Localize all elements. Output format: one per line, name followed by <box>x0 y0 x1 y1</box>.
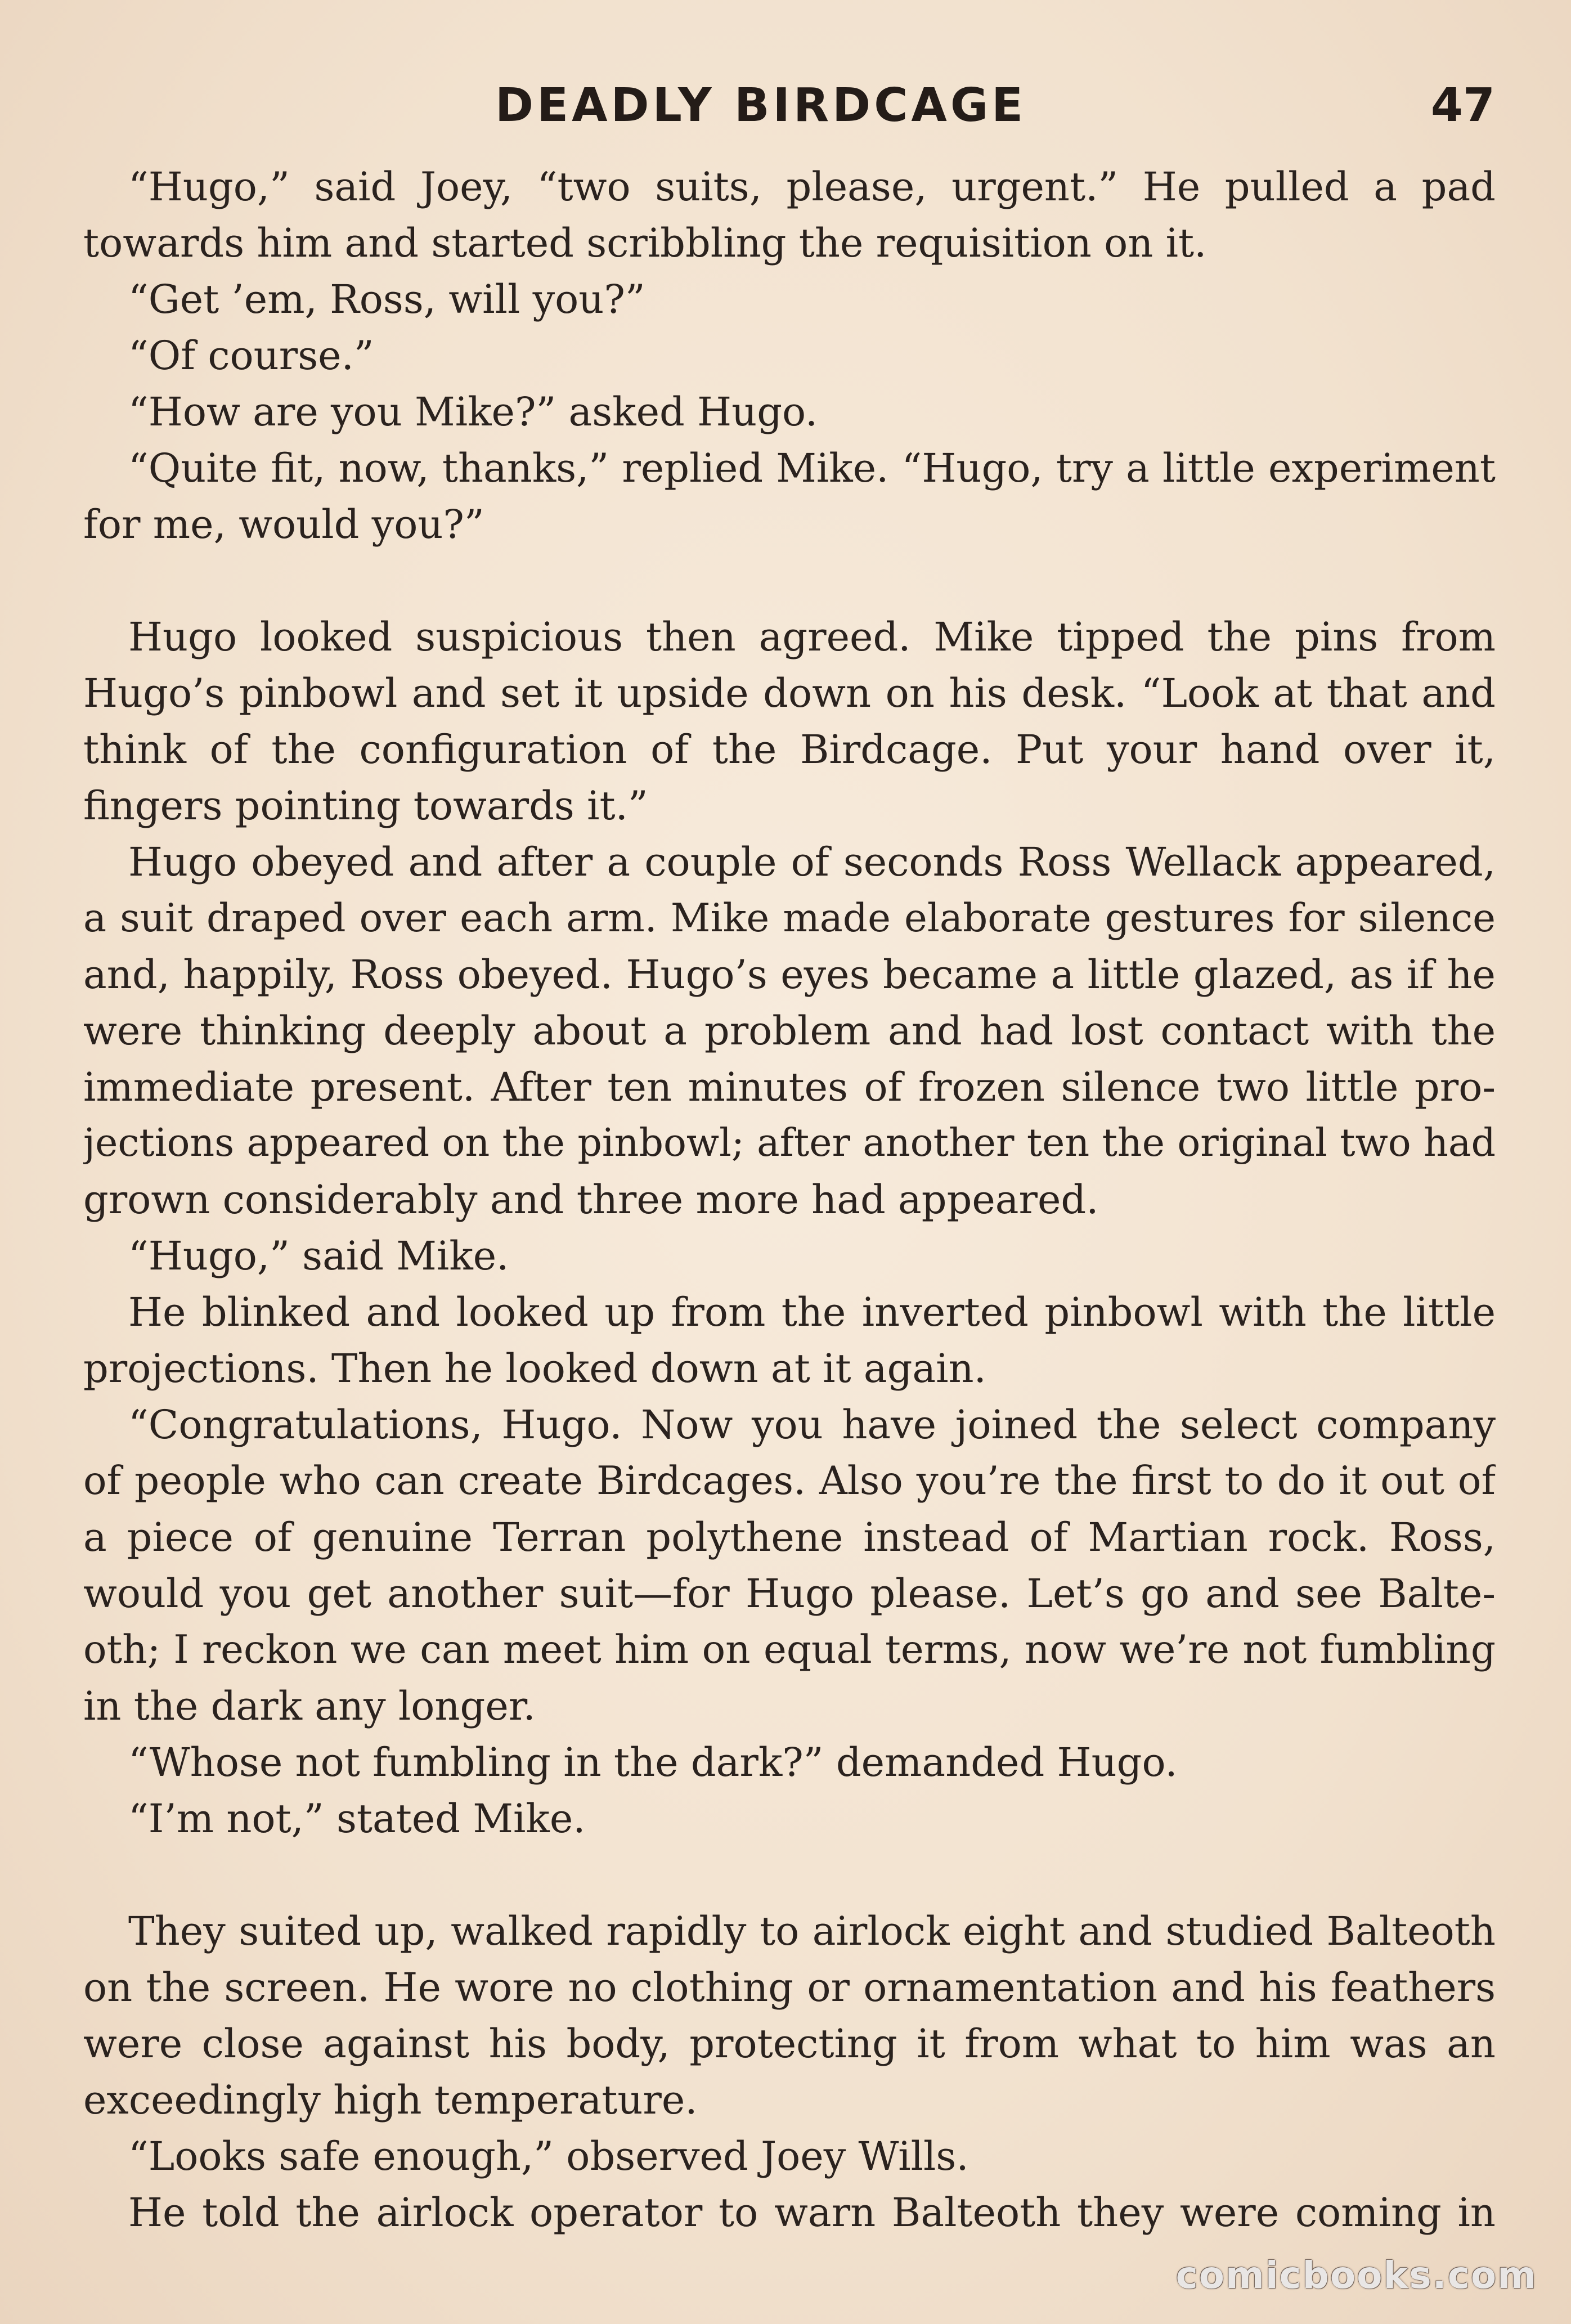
text-line: “Hugo,” said Mike. <box>128 1233 509 1279</box>
text-line: “Of course.” <box>128 333 374 379</box>
text-line: were close against his body, protecting it from what to him was an <box>83 2021 1496 2067</box>
text-line: immediate present. After ten minutes of frozen silence two little pro- <box>83 1064 1496 1110</box>
running-head <box>0 79 1571 141</box>
body-text <box>83 159 1496 2241</box>
text-line: “Looks safe enough,” observed Joey Wills. <box>128 2133 969 2179</box>
text-line: “Quite fit, now, thanks,” replied Mike. “Hugo, try a little experiment <box>128 445 1496 491</box>
text-line: a piece of genuine Terran polythene instead of Martian rock. Ross, <box>83 1514 1496 1560</box>
text-line: Hugo’s pinbowl and set it upside down on his desk. “Look at that and <box>83 670 1496 716</box>
text-line: think of the configuration of the Birdcage. Put your hand over it, <box>83 726 1496 773</box>
text-line: “Get ’em, Ross, will you?” <box>128 276 645 322</box>
text-line: jections appeared on the pinbowl; after another ten the original two had <box>83 1121 1496 1165</box>
text-line: on the screen. He wore no clothing or ornamentation and his feathers <box>83 1964 1496 2011</box>
text-line: exceedingly high temperature. <box>83 2077 698 2123</box>
text-line: fingers pointing towards it.” <box>83 783 648 829</box>
text-line: Hugo looked suspicious then agreed. Mike tipped the pins from <box>128 614 1496 660</box>
text-line: “Whose not fumbling in the dark?” demanded Hugo. <box>128 1739 1178 1785</box>
text-line: grown considerably and three more had appeared. <box>83 1177 1099 1223</box>
text-line: a suit draped over each arm. Mike made elaborate gestures for silence <box>83 896 1496 941</box>
text-line: projections. Then he looked down at it again. <box>83 1345 986 1392</box>
text-line: would you get another suit—for Hugo please. Let’s go and see Balte- <box>83 1571 1496 1617</box>
page-number: 47 <box>1430 79 1495 132</box>
text-line: “Congratulations, Hugo. Now you have joined the select company <box>128 1402 1496 1448</box>
text-line: He blinked and looked up from the inverted pinbowl with the little <box>128 1289 1496 1335</box>
text-line: Hugo obeyed and after a couple of seconds Ross Wellack appeared, <box>128 839 1496 885</box>
paragraph-gap <box>83 1847 1496 1903</box>
text-line: They suited up, walked rapidly to airlock eight and studied Balteoth <box>128 1908 1496 1954</box>
paragraph-gap <box>83 553 1496 609</box>
text-line: in the dark any longer. <box>83 1683 536 1729</box>
watermark: comicbooks.com <box>1175 2254 1537 2297</box>
text-line: oth; I reckon we can meet him on equal terms, now we’re not fumbling <box>83 1627 1496 1672</box>
text-line: for me, would you?” <box>83 501 484 548</box>
text-line: towards him and started scribbling the requisition on it. <box>83 220 1207 266</box>
text-line: “I’m not,” stated Mike. <box>128 1796 586 1842</box>
running-title: DEADLY BIRDCAGE <box>495 79 1027 132</box>
text-line: were thinking deeply about a problem and had lost contact with the <box>83 1008 1496 1054</box>
text-line: “How are you Mike?” asked Hugo. <box>128 389 818 435</box>
text-line: and, happily, Ross obeyed. Hugo’s eyes became a little glazed, as if he <box>83 952 1496 998</box>
text-line: “Hugo,” said Joey, “two suits, please, urgent.” He pulled a pad <box>128 164 1496 210</box>
text-line: of people who can create Birdcages. Also you’re the first to do it out of <box>83 1459 1496 1504</box>
text-line: He told the airlock operator to warn Balteoth they were coming in <box>128 2190 1496 2236</box>
